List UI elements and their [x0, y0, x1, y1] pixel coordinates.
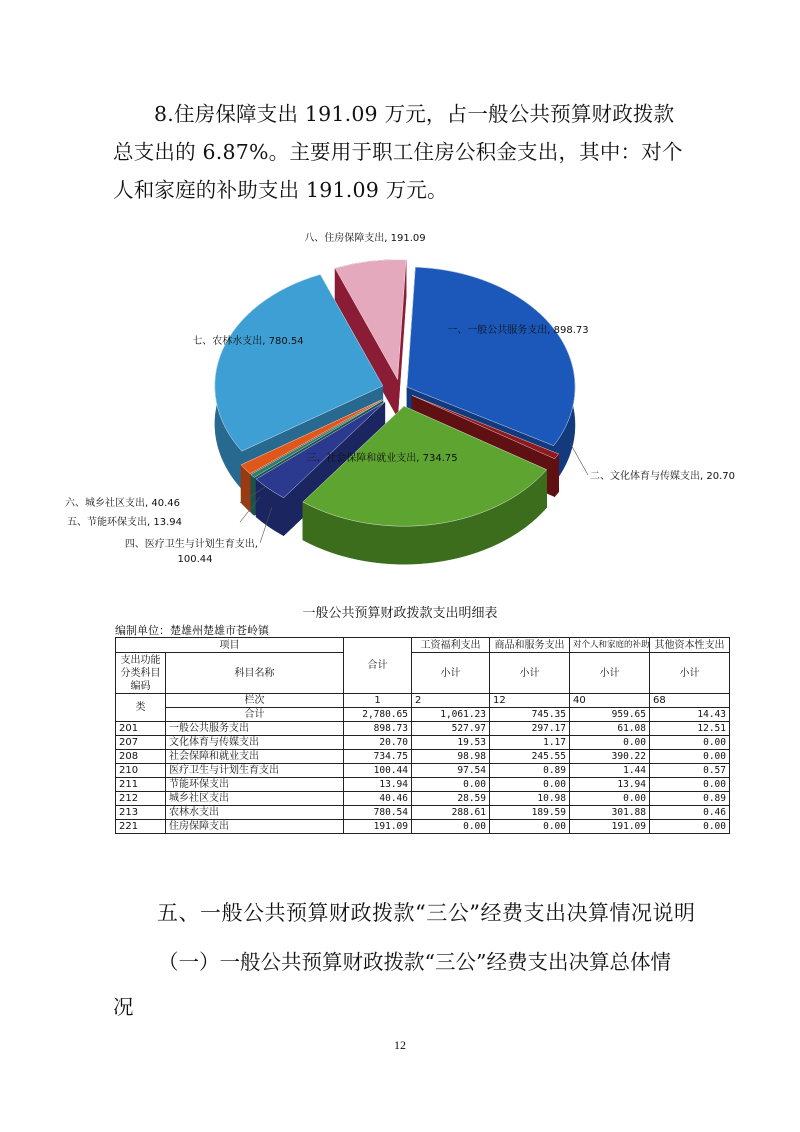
row-value: 390.22: [570, 750, 650, 764]
table-row: [116, 764, 730, 778]
column-number: 2: [412, 694, 490, 708]
row-value: 191.09: [570, 820, 650, 834]
row-code: 221: [116, 820, 166, 834]
row-name: 住房保障支出: [166, 820, 344, 834]
row-name: 社会保障和就业支出: [166, 750, 344, 764]
intro-paragraph: 8.住房保障支出 191.09 万元，占一般公共预算财政拨款总支出的 6.87%。主要用于职工住房公积金支出，其中：对个人和家庭的补助支出 191.09 万元。: [113, 102, 683, 202]
table-row: [116, 778, 730, 792]
expenditure-detail-table: [115, 637, 730, 834]
row-value: 97.54: [412, 764, 490, 778]
row-value: 19.53: [412, 736, 490, 750]
row-value: 0.00: [412, 778, 490, 792]
row-value: 245.55: [490, 750, 570, 764]
row-code: 208: [116, 750, 166, 764]
total-value: 14.43: [650, 708, 730, 722]
page-number: 12: [394, 1038, 406, 1052]
pie-data-label: 八、住房保障支出, 191.09: [304, 233, 426, 244]
row-value: 0.00: [650, 750, 730, 764]
group-header: 工资福利支出: [412, 638, 490, 653]
row-value: 61.08: [570, 722, 650, 736]
row-value: 527.97: [412, 722, 490, 736]
row-value: 898.73: [344, 722, 412, 736]
row-value: 12.51: [650, 722, 730, 736]
row-value: 191.09: [344, 820, 412, 834]
header-total: 合计: [344, 638, 412, 694]
row-value: 0.00: [570, 792, 650, 806]
row-value: 100.44: [344, 764, 412, 778]
total-label: 合计: [166, 708, 344, 722]
row-value: 288.61: [412, 806, 490, 820]
sub-heading: （一）一般公共预算财政拨款“三公”经费支出决算总体情况: [113, 950, 671, 1019]
table-unit: 编制单位：楚雄州楚雄市苍岭镇: [115, 624, 269, 637]
row-value: 1.44: [570, 764, 650, 778]
pie-data-label: 三、社会保障和就业支出, 734.75: [306, 453, 458, 464]
row-code: 212: [116, 792, 166, 806]
row-name: 城乡社区支出: [166, 792, 344, 806]
pie-slice-rim: [555, 454, 559, 497]
row-name: 一般公共服务支出: [166, 722, 344, 736]
column-number: 68: [650, 694, 730, 708]
row-value: 98.98: [412, 750, 490, 764]
row-value: 0.00: [650, 736, 730, 750]
total-value: 745.35: [490, 708, 570, 722]
pie-data-label: 五、节能环保支出, 13.94: [67, 517, 182, 528]
column-number: 12: [490, 694, 570, 708]
row-value: 40.46: [344, 792, 412, 806]
table-title: 一般公共预算财政拨款支出明细表: [302, 606, 498, 621]
row-name: 医疗卫生与计划生育支出: [166, 764, 344, 778]
table-row: [116, 792, 730, 806]
row-value: 0.00: [650, 778, 730, 792]
row-value: 0.00: [490, 820, 570, 834]
row-name: 节能环保支出: [166, 778, 344, 792]
row-value: 780.54: [344, 806, 412, 820]
row-value: 1.17: [490, 736, 570, 750]
row-code: 213: [116, 806, 166, 820]
row-value: 301.88: [570, 806, 650, 820]
pie-data-label: 100.44: [177, 554, 213, 565]
header-project: 项目: [116, 638, 344, 653]
pie-data-label: 七、农林水支出, 780.54: [192, 336, 304, 347]
leader-line: [570, 443, 588, 475]
row-value: 0.00: [490, 778, 570, 792]
table-row: [116, 736, 730, 750]
header-name: 科目名称: [166, 653, 344, 694]
row-value: 0.00: [412, 820, 490, 834]
subtotal-header: 小计: [650, 653, 730, 694]
group-header: 对个人和家庭的补助: [570, 638, 650, 653]
row-value: 734.75: [344, 750, 412, 764]
column-number-label: 栏次: [166, 694, 344, 708]
group-header: 其他资本性支出: [650, 638, 730, 653]
row-code: 201: [116, 722, 166, 736]
pie-data-label: 二、文化体育与传媒支出, 20.70: [590, 471, 735, 482]
row-value: 0.89: [650, 792, 730, 806]
pie-data-label: 四、医疗卫生与计划生育支出,: [124, 539, 258, 550]
table-row: [116, 806, 730, 820]
subtotal-header: 小计: [570, 653, 650, 694]
subtotal-header: 小计: [490, 653, 570, 694]
row-code: 207: [116, 736, 166, 750]
subtotal-header: 小计: [412, 653, 490, 694]
pie-data-label: 六、城乡社区支出, 40.46: [65, 498, 180, 509]
row-name: 文化体育与传媒支出: [166, 736, 344, 750]
column-number: 1: [344, 694, 412, 708]
row-code: 210: [116, 764, 166, 778]
row-value: 0.46: [650, 806, 730, 820]
total-value: 959.65: [570, 708, 650, 722]
row-value: 10.98: [490, 792, 570, 806]
expenditure-pie-chart: [65, 225, 735, 585]
row-value: 0.00: [570, 736, 650, 750]
row-name: 农林水支出: [166, 806, 344, 820]
pie-data-label: 一、一般公共服务支出, 898.73: [447, 325, 589, 336]
row-value: 189.59: [490, 806, 570, 820]
row-value: 13.94: [570, 778, 650, 792]
group-header: 商品和服务支出: [490, 638, 570, 653]
table-row: [116, 820, 730, 834]
row-value: 0.57: [650, 764, 730, 778]
row-value: 13.94: [344, 778, 412, 792]
total-value: 2,780.65: [344, 708, 412, 722]
row-value: 297.17: [490, 722, 570, 736]
total-value: 1,061.23: [412, 708, 490, 722]
column-number: 40: [570, 694, 650, 708]
row-value: 20.70: [344, 736, 412, 750]
section-heading: 五、一般公共预算财政拨款“三公”经费支出决算情况说明: [157, 901, 696, 925]
row-value: 0.00: [650, 820, 730, 834]
row-value: 28.59: [412, 792, 490, 806]
table-row: [116, 750, 730, 764]
row-class-label: 类: [116, 694, 166, 722]
row-code: 211: [116, 778, 166, 792]
row-value: 0.89: [490, 764, 570, 778]
table-row: [116, 722, 730, 736]
header-code: 支出功能分类科目编码: [116, 653, 166, 694]
